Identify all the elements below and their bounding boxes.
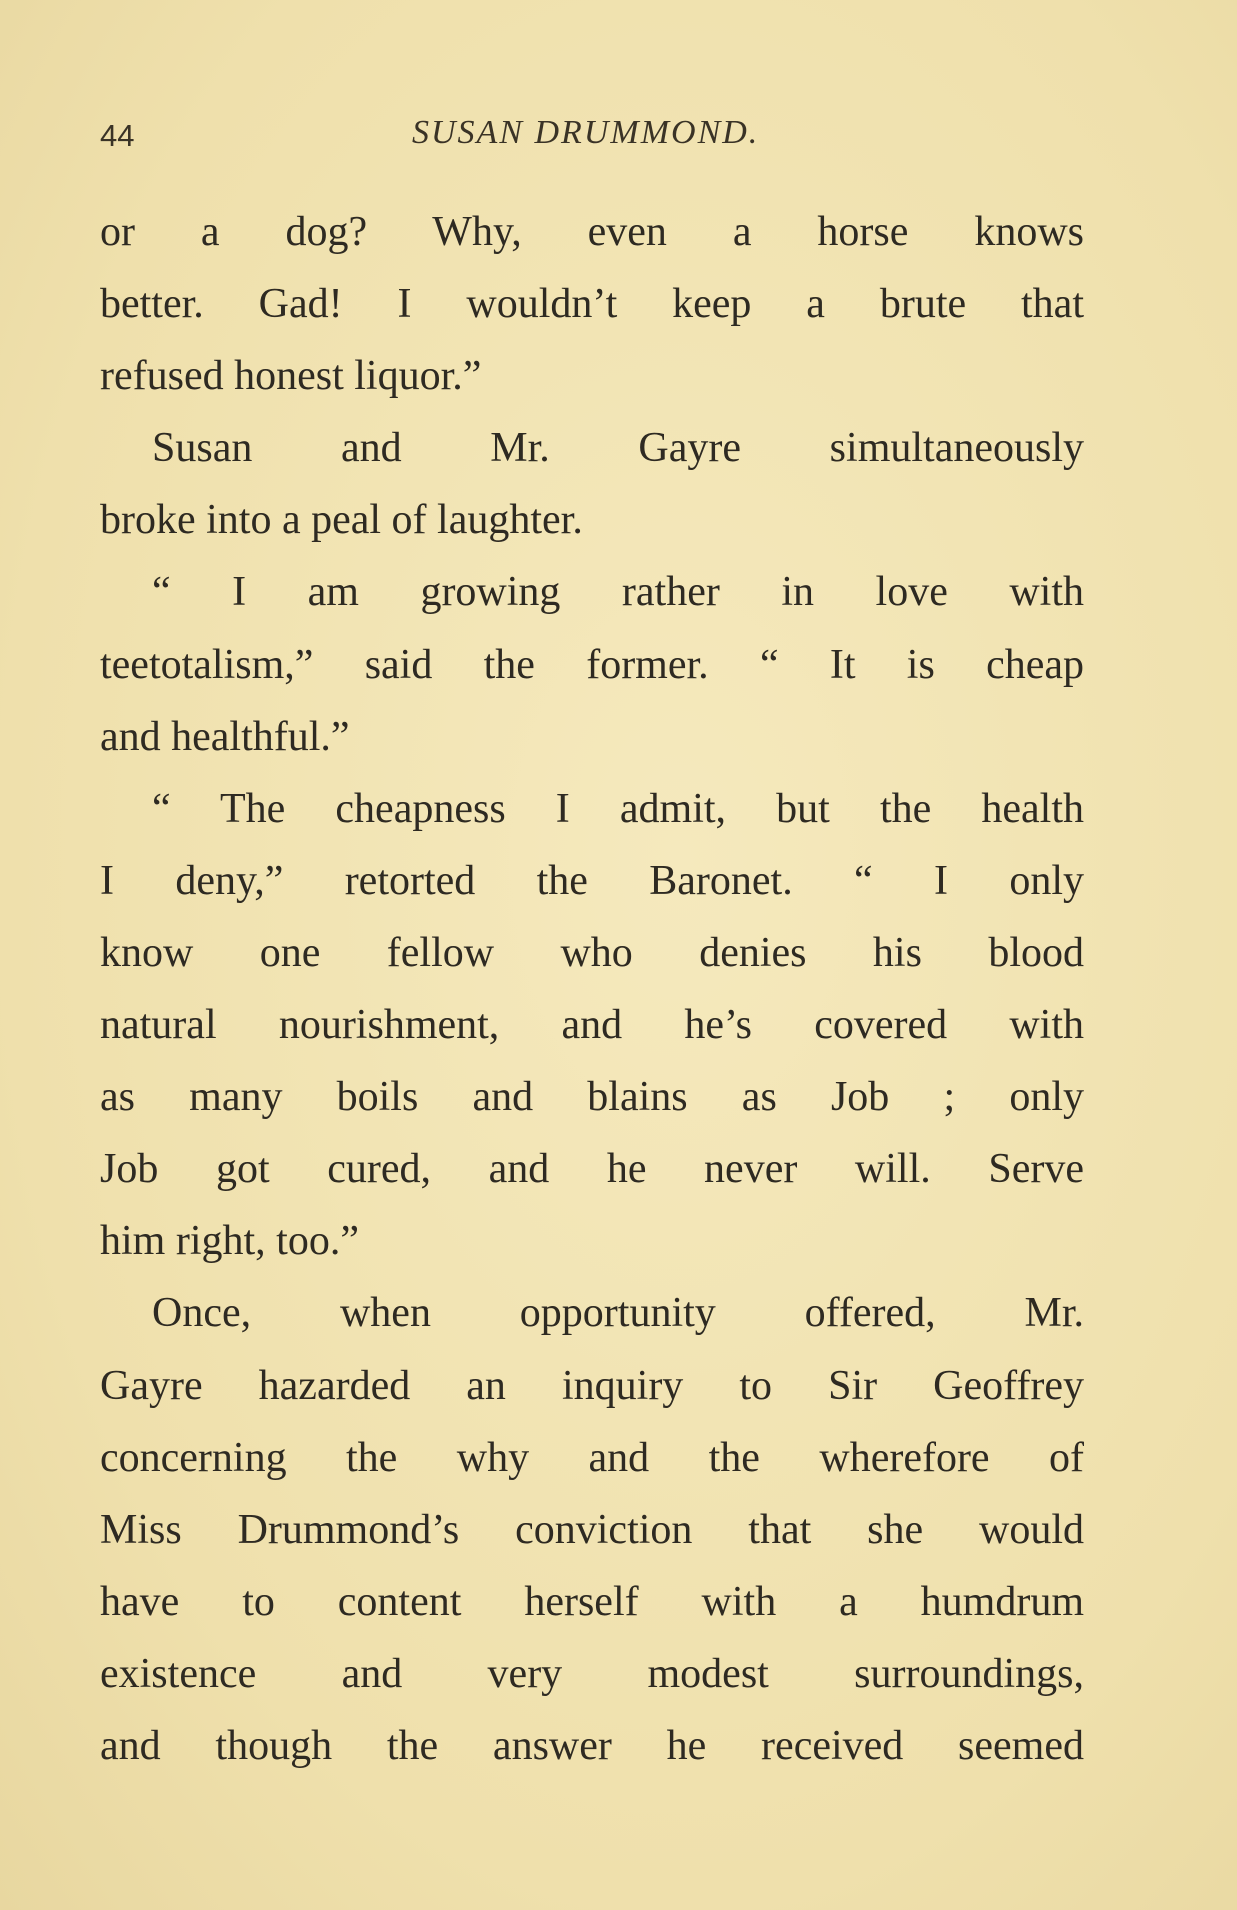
text-line: broke into a peal of laughter.	[100, 497, 583, 544]
text-line: Susan and Mr. Gayre simultaneously	[152, 425, 1084, 472]
body-text	[100, 196, 1084, 1782]
text-line: natural nourishment, and he’s covered with	[100, 1002, 1084, 1049]
text-line: and healthful.”	[100, 713, 350, 760]
text-line: teetotalism,” said the former. “ It is cheap	[100, 641, 1084, 688]
text-line: or a dog? Why, even a horse knows	[100, 209, 1084, 255]
text-line: Gayre hazarded an inquiry to Sir Geoffrey	[100, 1362, 1084, 1409]
text-line: concerning the why and the wherefore of	[100, 1434, 1084, 1481]
text-line: I deny,” retorted the Baronet. “ I only	[100, 857, 1084, 904]
page-number: 44	[100, 118, 135, 153]
text-line: Job got cured, and he never will. Serve	[100, 1146, 1084, 1193]
text-line: him right, too.”	[100, 1218, 359, 1265]
text-line: existence and very modest surroundings,	[100, 1650, 1084, 1697]
text-line: better. Gad! I wouldn’t keep a brute that	[100, 281, 1084, 328]
running-title: SUSAN DRUMMOND.	[412, 114, 760, 151]
text-line: have to content herself with a humdrum	[100, 1578, 1084, 1625]
text-line: “ The cheapness I admit, but the health	[152, 785, 1084, 832]
text-line: know one fellow who denies his blood	[100, 929, 1084, 976]
text-line: refused honest liquor.”	[100, 353, 482, 400]
text-line: Once, when opportunity offered, Mr.	[152, 1290, 1084, 1337]
text-line: and though the answer he received seemed	[100, 1722, 1084, 1769]
page-header	[100, 114, 1100, 158]
text-line: Miss Drummond’s conviction that she would	[100, 1506, 1084, 1553]
text-line: “ I am growing rather in love with	[152, 569, 1084, 616]
text-line: as many boils and blains as Job ; only	[100, 1074, 1084, 1121]
